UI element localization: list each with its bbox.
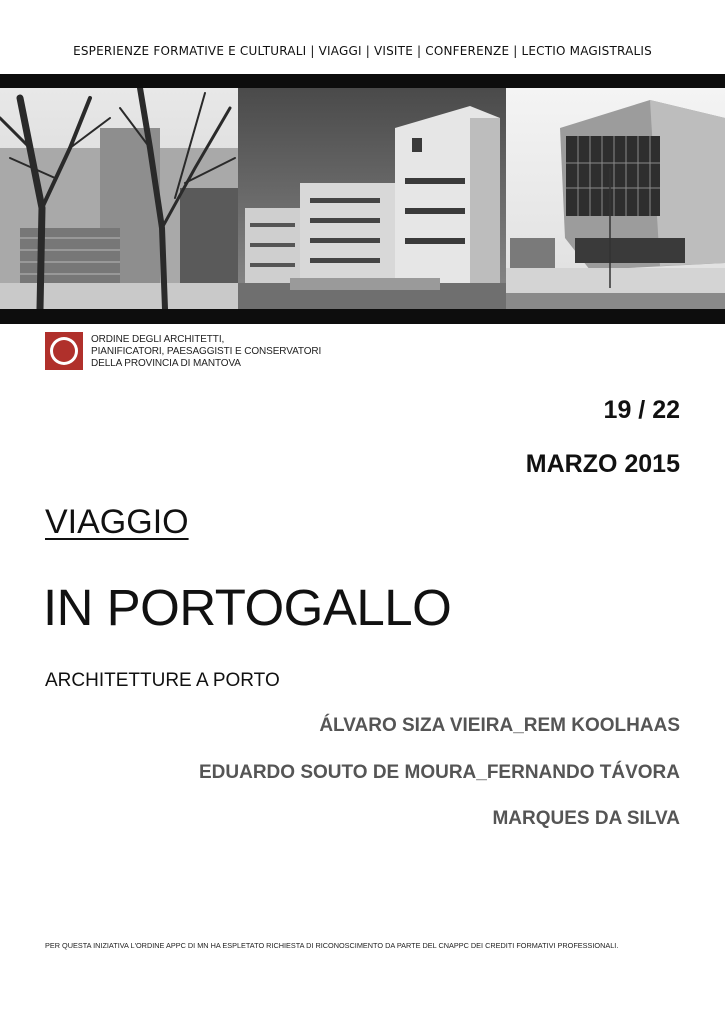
organization-header — [45, 332, 321, 372]
bottom-black-band — [0, 309, 725, 324]
casa-da-musica-photo — [506, 88, 725, 309]
credits-footnote: PER QUESTA INIZIATIVA L'ORDINE APPC DI MN HA ESPLETATO RICHIESTA DI RICONOSCIMENTO DA PARTE DEL CNAPPC DEI CREDITI FORMATIVI PROFESSIONALI. — [45, 941, 619, 950]
order-logo-icon — [45, 332, 83, 370]
title-viaggio: VIAGGIO — [45, 503, 189, 541]
subtitle: ARCHITETTURE A PORTO — [45, 670, 280, 691]
event-days: 19 / 22 — [603, 396, 680, 424]
header-categories: ESPERIENZE FORMATIVE E CULTURALI | VIAGGI | VISITE | CONFERENZE | LECTIO MAGISTRALIS — [73, 44, 652, 58]
architects-line-1: ÁLVARO SIZA VIEIRA_REM KOOLHAAS — [319, 715, 680, 736]
photo-strip — [0, 88, 725, 309]
organization-line-1: ORDINE DEGLI ARCHITETTI, — [91, 334, 225, 345]
top-black-band — [0, 74, 725, 88]
organization-line-2: PIANIFICATORI, PAESAGGISTI E CONSERVATORI — [91, 346, 322, 357]
organization-line-3: DELLA PROVINCIA DI MANTOVA — [91, 358, 241, 369]
event-month-year: MARZO 2015 — [525, 450, 680, 478]
trees-and-stone-wall-photo — [0, 88, 238, 309]
architects-line-2: EDUARDO SOUTO DE MOURA_FERNANDO TÁVORA — [198, 762, 680, 783]
architects-line-3: MARQUES DA SILVA — [492, 808, 680, 829]
organization-name — [91, 334, 321, 370]
title-destination: IN PORTOGALLO — [43, 579, 452, 636]
white-concrete-faculty-buildings-photo — [238, 88, 506, 309]
